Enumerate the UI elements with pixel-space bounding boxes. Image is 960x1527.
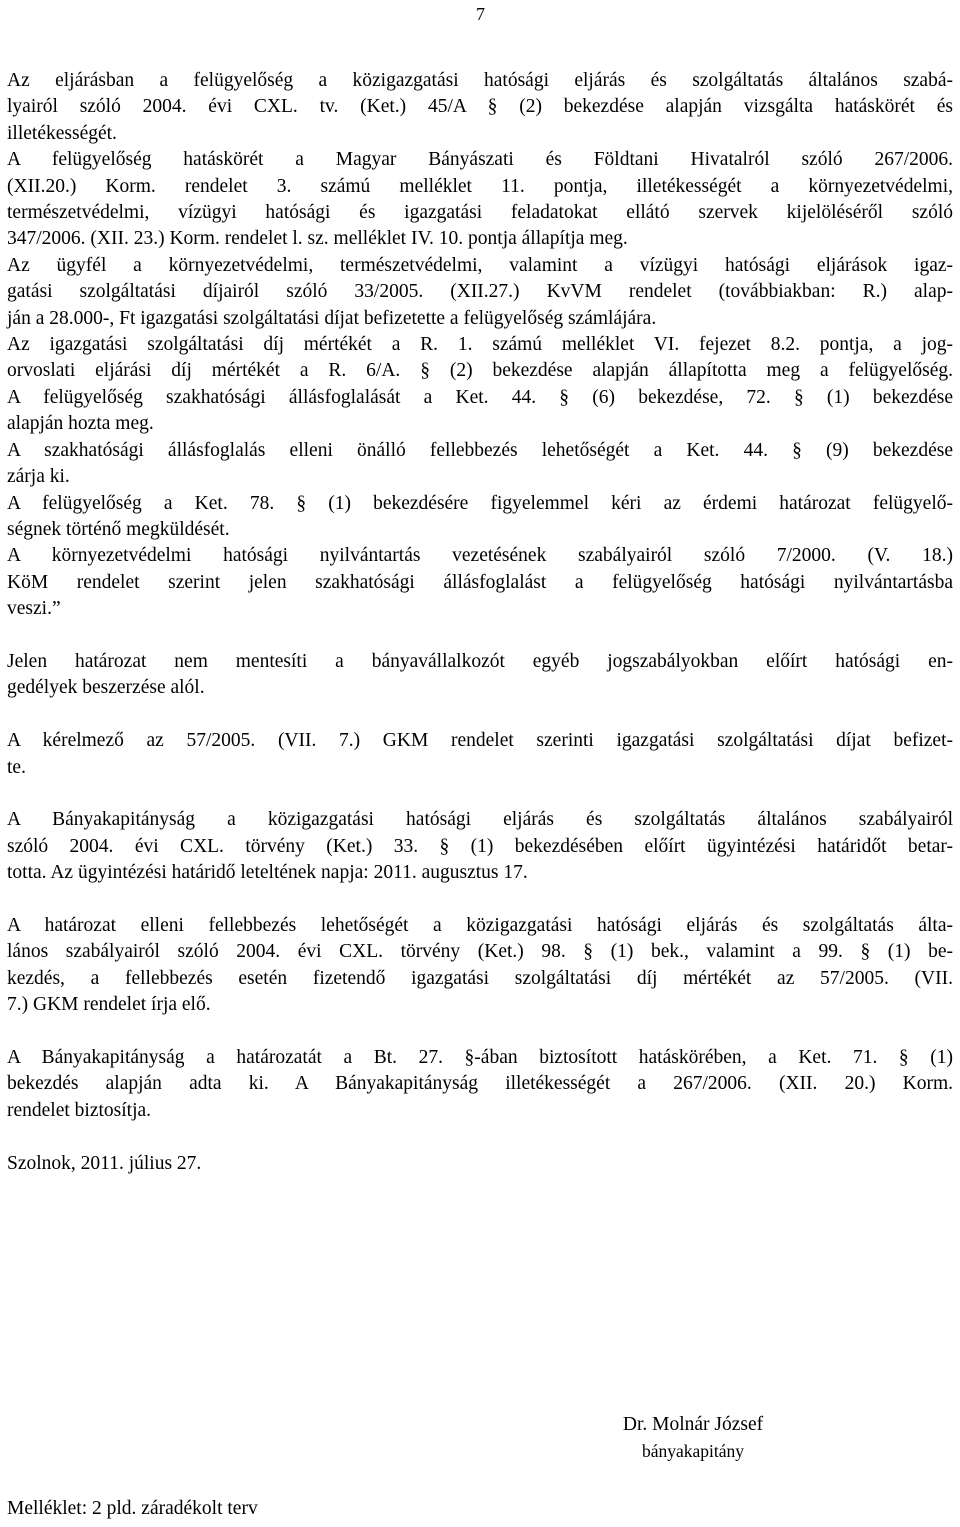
text-line: lyairól szóló 2004. évi CXL. tv. (Ket.) 45/A § (2) bekezdése alapján vizsgálta hatáskörét és — [7, 96, 953, 118]
text-line: Az eljárásban a felügyelőség a közigazgatási hatósági eljárás és szolgáltatás általános szabá- — [7, 70, 953, 91]
place-date: Szolnok, 2011. július 27. — [7, 1152, 202, 1174]
signature-block — [598, 1412, 788, 1464]
text-line: A felügyelőség szakhatósági állásfoglalását a Ket. 44. § (6) bekezdése, 72. § (1) bekezdése — [7, 386, 953, 408]
text-line: kezdés, a fellebbezés esetén fizetendő igazgatási szolgáltatási díj mértékét az 57/2005. (VII. — [7, 967, 953, 989]
signatory-title: bányakapitány — [641, 1441, 745, 1461]
text-line: ján a 28.000-, Ft igazgatási szolgáltatási díjat befizetette a felügyelőség számlájára. — [7, 307, 657, 329]
body-text — [7, 68, 953, 1177]
text-line: Jelen határozat nem mentesíti a bányavállalkozót egyéb jogszabályokban előírt hatósági en- — [7, 650, 953, 672]
text-line: bekezdés alapján adta ki. A Bányakapitányság illetékességét a 267/2006. (XII. 20.) Korm. — [7, 1073, 953, 1095]
text-line: természetvédelmi, vízügyi hatósági és igazgatási feladatokat ellátó szervek kijelöléséről szóló — [7, 202, 953, 224]
text-line: rendelet biztosítja. — [7, 1099, 152, 1121]
text-line: A környezetvédelmi hatósági nyilvántartás vezetésének szabályairól szóló 7/2000. (V. 18.) — [7, 545, 953, 567]
text-line: A határozat elleni fellebbezés lehetőségét a közigazgatási hatósági eljárás és szolgáltatás álta- — [7, 914, 953, 936]
text-line: gatási szolgáltatási díjairól szóló 33/2005. (XII.27.) KvVM rendelet (továbbiakban: R.) alap- — [7, 281, 953, 303]
text-line: 347/2006. (XII. 23.) Korm. rendelet l. sz. melléklet IV. 10. pontja állapítja meg. — [7, 228, 628, 250]
text-line: illetékességét. — [7, 122, 117, 144]
text-line: ségnek történő megküldését. — [7, 518, 230, 540]
signatory-name: Dr. Molnár József — [622, 1414, 764, 1435]
attachment-note: Melléklet: 2 pld. záradékolt terv — [7, 1498, 258, 1519]
text-line: veszi.” — [7, 598, 61, 620]
text-line: KöM rendelet szerint jelen szakhatósági állásfoglalást a felügyelőség hatósági nyilvántartásba — [7, 571, 953, 593]
text-line: 7.) GKM rendelet írja elő. — [7, 994, 211, 1016]
text-line: A szakhatósági állásfoglalás elleni önálló fellebbezés lehetőségét a Ket. 44. § (9) bekezdése — [7, 439, 953, 461]
text-line: orvoslati eljárási díj mértékét a R. 6/A. § (2) bekezdése alapján állapította meg a felügyelőség. — [7, 360, 953, 382]
text-line: alapján hozta meg. — [7, 413, 154, 435]
text-line: A Bányakapitányság a közigazgatási hatósági eljárás és szolgáltatás általános szabályairól — [7, 809, 953, 831]
text-line: gedélyek beszerzése alól. — [7, 677, 205, 699]
text-line: (XII.20.) Korm. rendelet 3. számú melléklet 11. pontja, illetékességét a környezetvédelmi, — [7, 175, 953, 197]
text-line: Az ügyfél a környezetvédelmi, természetvédelmi, valamint a vízügyi hatósági eljárások igaz- — [7, 254, 953, 276]
text-line: A felügyelőség a Ket. 78. § (1) bekezdésére figyelemmel kéri az érdemi határozat felügyelő- — [7, 492, 953, 514]
text-line: A felügyelőség hatáskörét a Magyar Bányászati és Földtani Hivatalról szóló 267/2006. — [7, 149, 953, 171]
text-line: te. — [7, 756, 26, 778]
text-line: A kérelmező az 57/2005. (VII. 7.) GKM rendelet szerinti igazgatási szolgáltatási díjat befizet- — [7, 730, 953, 752]
text-line: szóló 2004. évi CXL. törvény (Ket.) 33. § (1) bekezdésében előírt ügyintézési határidőt betar- — [7, 835, 953, 857]
text-line: lános szabályairól szóló 2004. évi CXL. törvény (Ket.) 98. § (1) bek., valamint a 99. § (1) be- — [7, 941, 953, 963]
text-line: totta. Az ügyintézési határidő leteltének napja: 2011. augusztus 17. — [7, 862, 528, 884]
text-line: Az igazgatási szolgáltatási díj mértékét a R. 1. számú melléklet VI. fejezet 8.2. pontja, a jog- — [7, 334, 953, 356]
text-line: zárja ki. — [7, 466, 70, 488]
page-number: 7 — [476, 4, 485, 24]
text-line: A Bányakapitányság a határozatát a Bt. 27. §-ában biztosított hatáskörében, a Ket. 71. § (1) — [7, 1046, 953, 1068]
